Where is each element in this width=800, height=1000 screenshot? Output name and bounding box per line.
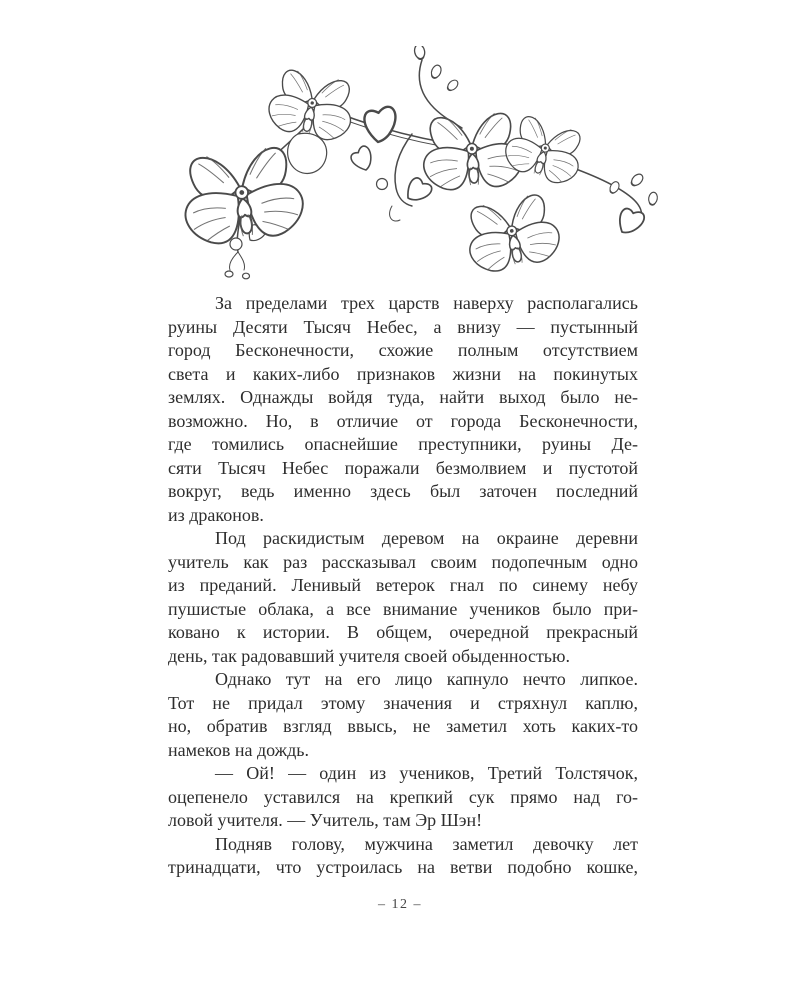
- text-line: учитель как раз рассказывал своим подопечным одно: [168, 551, 638, 572]
- text-line: ловой учителя. — Учитель, там Эр Шэн!: [168, 810, 483, 830]
- page-number: – 12 –: [378, 897, 422, 912]
- text-line: оцепенело уставился на крепкий сук прямо над го-: [168, 786, 638, 807]
- text-line: Подняв голову, мужчина заметил девочку лет: [215, 833, 638, 854]
- orchid-flower: [265, 67, 359, 144]
- orchid-flower: [461, 191, 563, 276]
- orchid-illustration: [160, 46, 665, 288]
- text-line: Под раскидистым деревом на окраине деревни: [215, 528, 638, 548]
- text-line: где томились опаснейшие преступники, руины Де-: [168, 434, 638, 454]
- text-line: из драконов.: [168, 504, 264, 525]
- text-line: возможно. Но, в отличие от города Бесконечности,: [168, 410, 638, 431]
- text-line: Тот не придал этому значения и стряхнул каплю,: [168, 692, 638, 713]
- text-line: из преданий. Ленивый ветерок гнал по синему небу: [168, 575, 638, 595]
- text-line: день, так радовавший учителя своей обыденностью.: [168, 645, 570, 666]
- text-line: За пределами трех царств наверху располагались: [215, 293, 638, 313]
- text-line: вокруг, ведь именно здесь был заточен последний: [168, 481, 638, 501]
- text-line: город Бесконечности, схожие полным отсутствием: [168, 340, 638, 360]
- text-line: сяти Тысяч Небес поражали безмолвием и пустотой: [168, 457, 638, 478]
- orchid-flower: [178, 144, 307, 247]
- text-line: тринадцати, что устроилась на ветви подобно кошке,: [168, 857, 638, 877]
- text-line: пушистые облака, а все внимание учеников было при-: [168, 598, 638, 619]
- text-line: намеков на дождь.: [168, 739, 309, 760]
- text-line: но, обратив взгляд ввысь, не заметил хоть каких-то: [168, 716, 638, 736]
- text-block: [168, 292, 638, 880]
- text-line: землях. Однажды войдя туда, найти выход было не-: [168, 387, 638, 407]
- text-line: ковано к истории. В общем, очередной прекрасный: [168, 622, 638, 642]
- text-line: руины Десяти Тысяч Небес, а внизу — пустынный: [168, 316, 638, 337]
- text-line: Однако тут на его лицо капнуло нечто липкое.: [215, 669, 638, 689]
- text-line: — Ой! — один из учеников, Третий Толстячок,: [215, 763, 638, 783]
- text-line: света и каких-либо признаков жизни на покинутых: [168, 363, 638, 384]
